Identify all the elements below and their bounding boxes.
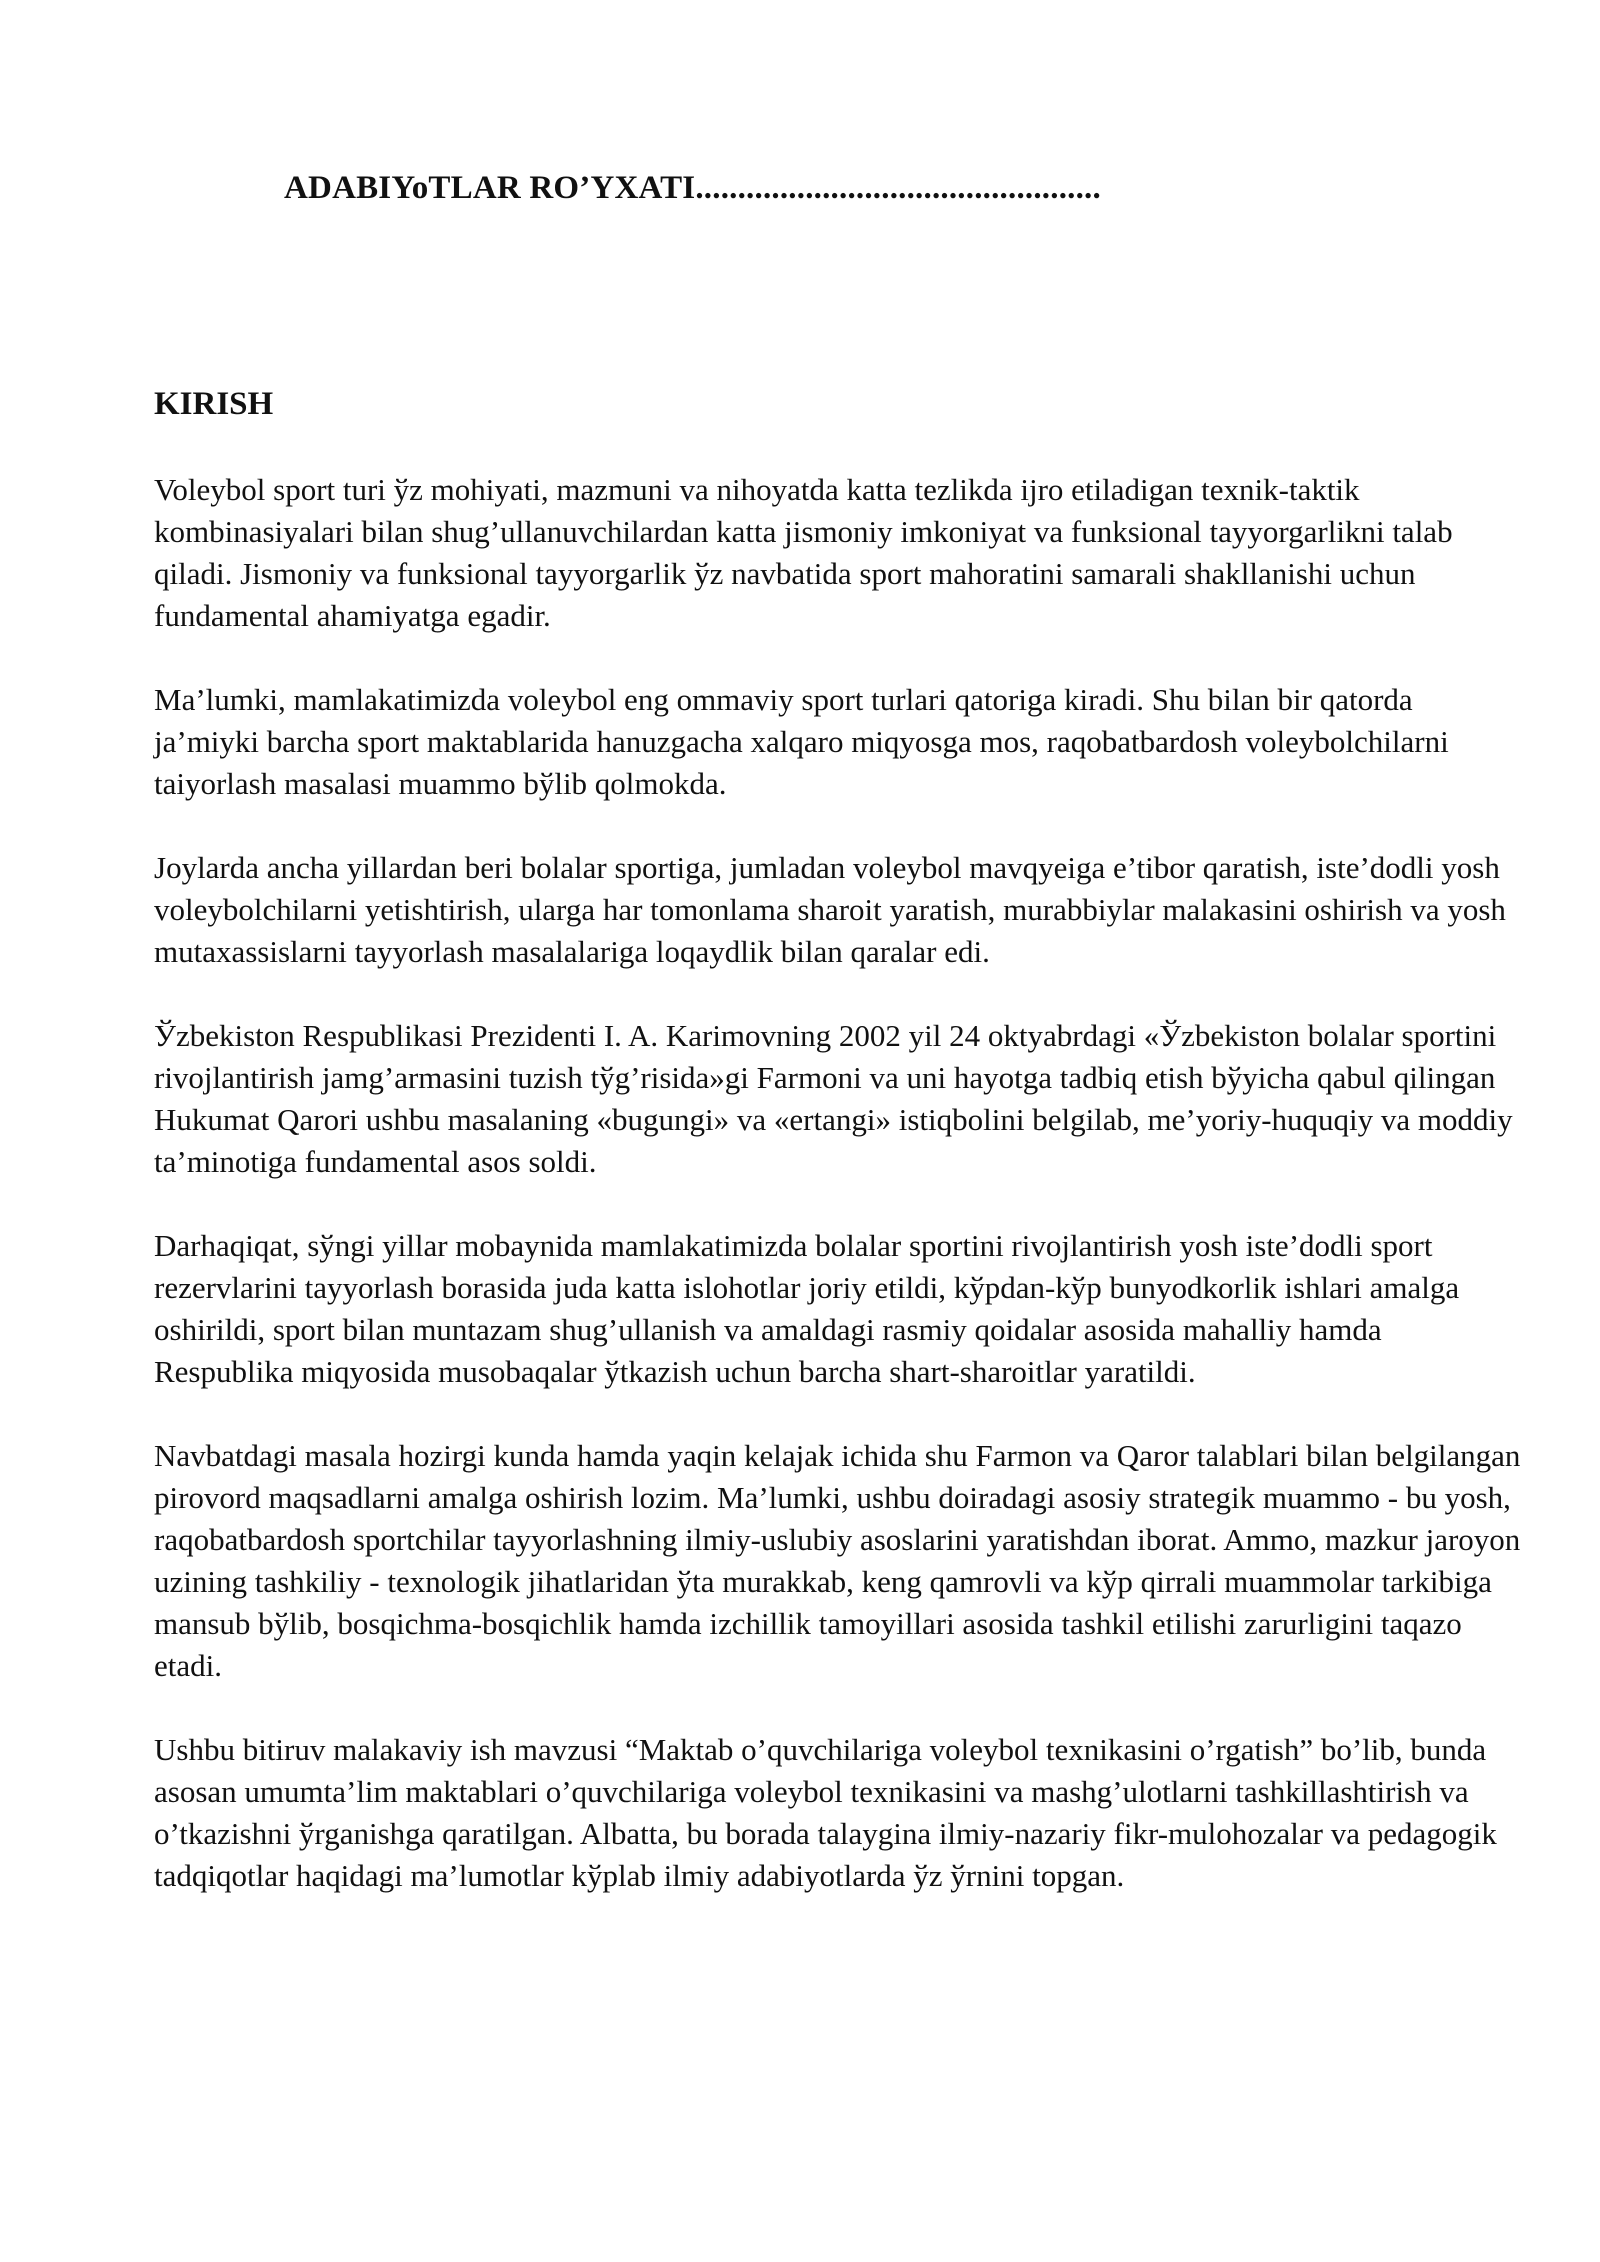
paragraph-3: Joylarda ancha yillardan beri bolalar sportiga, jumladan voleybol mavqyeiga e’tibor qaratish, iste’dodli yosh voleybolchilarni yetishtirish, ularga har tomonlama sharoit yaratish, murabbiylar malakasini oshirish va yosh mutaxassislarni tayyorlash masalalariga loqaydlik bilan qaralar edi.: [154, 850, 1506, 969]
section-heading: KIRISH: [154, 386, 274, 422]
paragraph-7: Ushbu bitiruv malakaviy ish mavzusi “Maktab o’quvchilariga voleybol texnikasini o’rgatish” bo’lib, bunda asosan umumta’lim maktablari o’quvchilariga voleybol texnikasini va mashg’ulotlarni tashkillashtirish va o’tkazishni ўrganishga qaratilgan. Albatta, bu borada talaygina ilmiy-nazariy fikr-mulohozalar va pedagogik tadqiqotlar haqidagi ma’lumotlar kўplab ilmiy adabiyotlarda ўz ўrnini topgan.: [154, 1732, 1497, 1893]
paragraph-5: Darhaqiqat, sўngi yillar mobaynida mamlakatimizda bolalar sportini rivojlantirish yosh iste’dodli sport rezervlarini tayyorlash borasida juda katta islohotlar joriy etildi, kўpdan-kўp bunyodkorlik ishlari amalga oshirildi, sport bilan muntazam shug’ullanish va amaldagi rasmiy qoidalar asosida mahalliy hamda Respublika miqyosida musobaqalar ўtkazish uchun barcha shart-sharoitlar yaratildi.: [154, 1228, 1460, 1389]
paragraph-6: Navbatdagi masala hozirgi kunda hamda yaqin kelajak ichida shu Farmon va Qaror talablari bilan belgilangan pirovord maqsadlarni amalga oshirish lozim. Ma’lumki, ushbu doiradagi asosiy strategik muammo - bu yosh, raqobatbardosh sportchilar tayyorlashning ilmiy-uslubiy asoslarini yaratishdan iborat. Ammo, mazkur jaroyon uzining tashkiliy - texnologik jihatlaridan ўta murakkab, keng qamrovli va kўp qirrali muammolar tarkibiga mansub bўlib, bosqichma-bosqichlik hamda izchillik tamoyillari asosida tashkil etilishi zarurligini taqazo etadi.: [154, 1438, 1521, 1683]
toc-entry-references: ADABIYoTLAR RO’YXATI................................................: [284, 170, 1101, 206]
paragraph-2: Ma’lumki, mamlakatimizda voleybol eng ommaviy sport turlari qatoriga kiradi. Shu bilan bir qatorda ja’miyki barcha sport maktablarida hanuzgacha xalqaro miqyosga mos, raqobatbardosh voleybolchilarni taiyorlash masalasi muammo bўlib qolmokda.: [154, 682, 1449, 801]
section-body: [154, 469, 1524, 1939]
paragraph-4: Ўzbekiston Respublikasi Prezidenti I. A. Karimovning 2002 yil 24 oktyabrdagi «Ўzbekiston bolalar sportini rivojlantirish jamg’armasini tuzish tўg’risida»gi Farmoni va uni hayotga tadbiq etish bўyicha qabul qilingan Hukumat Qarori ushbu masalaning «bugungi» va «ertangi» istiqbolini belgilab, me’yoriy-huquqiy va moddiy ta’minotiga fundamental asos soldi.: [154, 1018, 1513, 1179]
paragraph-1: Voleybol sport turi ўz mohiyati, mazmuni va nihoyatda katta tezlikda ijro etiladigan texnik-taktik kombinasiyalari bilan shug’ullanuvchilardan katta jismoniy imkoniyat va funksional tayyorgarlikni talab qiladi. Jismoniy va funksional tayyorgarlik ўz navbatida sport mahoratini samarali shakllanishi uchun fundamental ahamiyatga egadir.: [154, 472, 1453, 633]
